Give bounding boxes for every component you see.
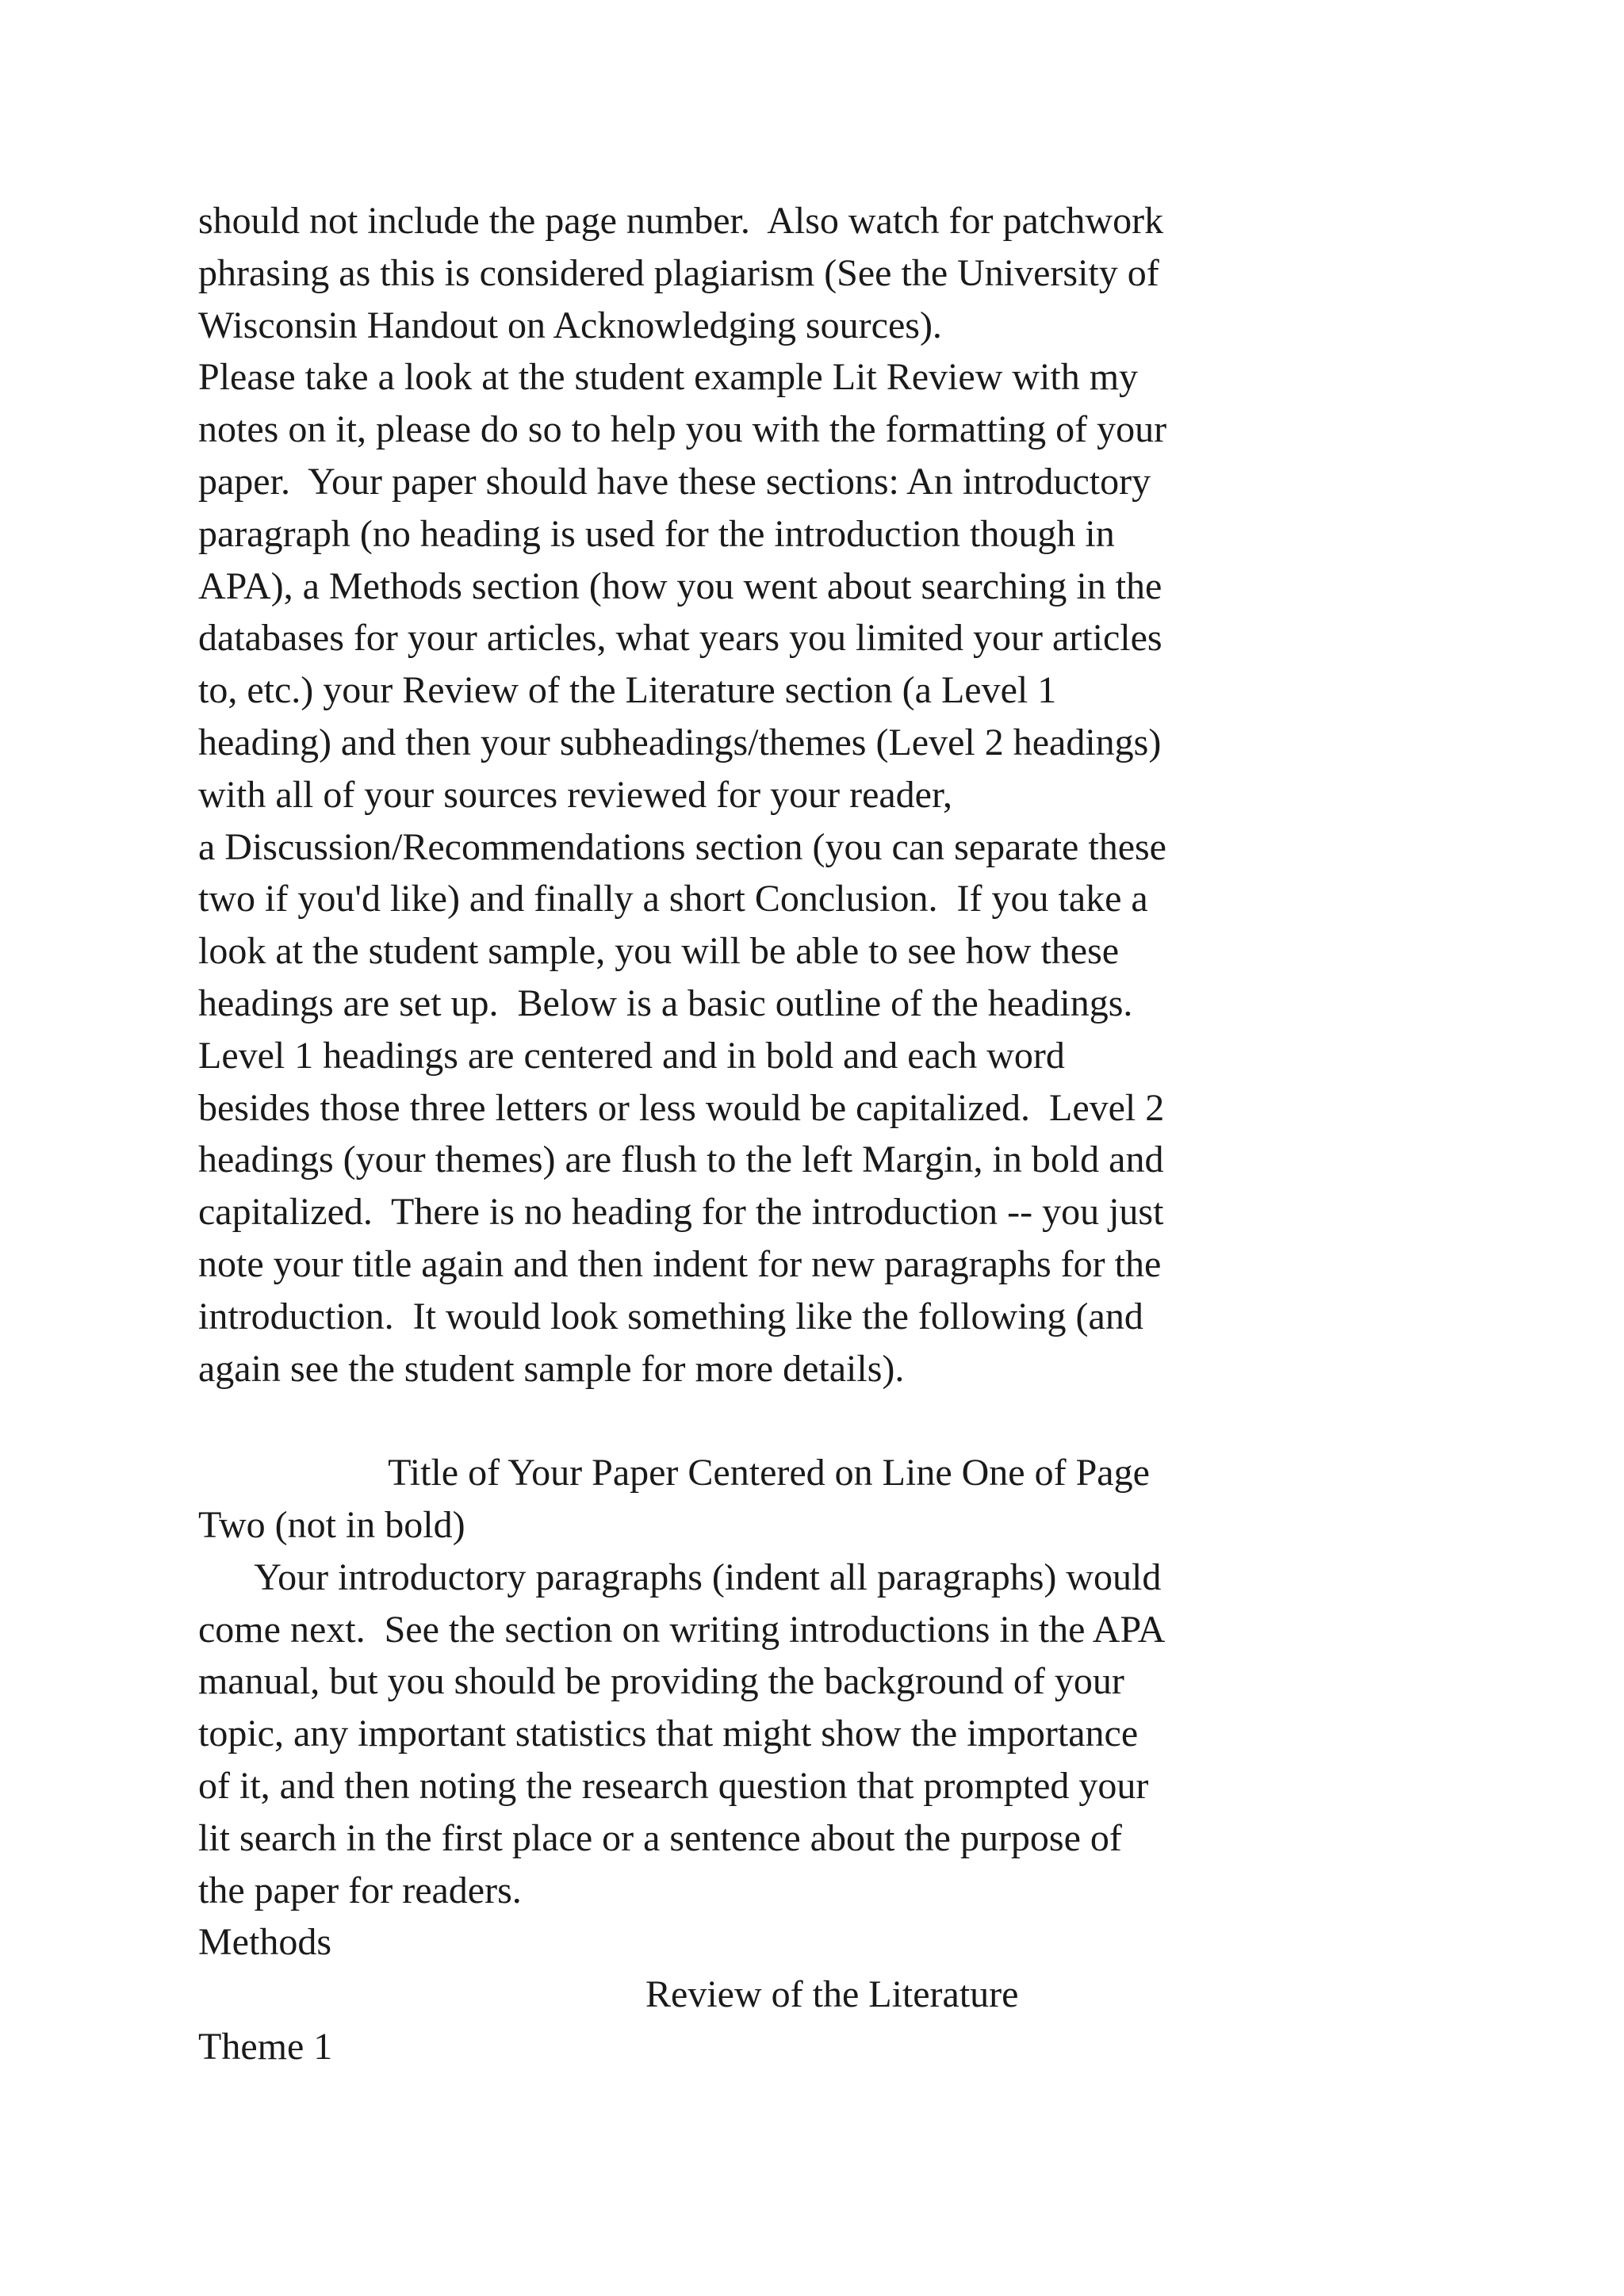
- text-line: capitalized. There is no heading for the introduction -- you just: [198, 1191, 1164, 1234]
- text-line: Level 1 headings are centered and in bold and each word: [198, 1034, 1065, 1077]
- methods-heading: Methods: [198, 1921, 331, 1964]
- text-line: databases for your articles, what years you limited your articles: [198, 617, 1162, 660]
- text-line: of it, and then noting the research question that prompted your: [198, 1764, 1149, 1807]
- text-line: paper. Your paper should have these sections: An introductory: [198, 460, 1151, 503]
- blank-line: [198, 1395, 1435, 1447]
- text-line: introduction. It would look something like the following (and: [198, 1295, 1143, 1337]
- text-line: besides those three letters or less would be capitalized. Level 2: [198, 1086, 1165, 1129]
- text-line: come next. See the section on writing introductions in the APA: [198, 1608, 1166, 1651]
- text-line: Your introductory paragraphs (indent all paragraphs) would: [198, 1556, 1162, 1598]
- text-line: Please take a look at the student example Lit Review with my: [198, 356, 1139, 399]
- text-line: paragraph (no heading is used for the introduction though in: [198, 512, 1115, 555]
- text-line: heading) and then your subheadings/themes (Level 2 headings): [198, 721, 1162, 763]
- text-line: the paper for readers.: [198, 1869, 522, 1911]
- text-line: to, etc.) your Review of the Literature section (a Level 1: [198, 669, 1057, 712]
- text-line: manual, but you should be providing the background of your: [198, 1660, 1124, 1703]
- text-line: two if you'd like) and finally a short Conclusion. If you take a: [198, 878, 1148, 920]
- text-line: again see the student sample for more details).: [198, 1347, 905, 1390]
- document-body: [198, 195, 1435, 2073]
- review-heading: Review of the Literature: [198, 1973, 1019, 2016]
- text-line: phrasing as this is considered plagiarism (See the University of: [198, 251, 1159, 294]
- text-line: APA), a Methods section (how you went about searching in the: [198, 564, 1162, 607]
- theme-heading: Theme 1: [198, 2025, 333, 2068]
- text-line: note your title again and then indent for new paragraphs for the: [198, 1242, 1162, 1285]
- text-line: look at the student sample, you will be able to see how these: [198, 930, 1120, 973]
- text-line: headings (your themes) are flush to the left Margin, in bold and: [198, 1138, 1164, 1181]
- paper-title-line: Title of Your Paper Centered on Line One of Page: [198, 1452, 1150, 1494]
- text-line: a Discussion/Recommendations section (you can separate these: [198, 825, 1166, 868]
- text-line: with all of your sources reviewed for your reader,: [198, 773, 953, 816]
- text-line: notes on it, please do so to help you with the formatting of your: [198, 408, 1167, 451]
- paper-title-line: Two (not in bold): [198, 1503, 465, 1546]
- text-line: should not include the page number. Also watch for patchwork: [198, 200, 1164, 242]
- text-line: Wisconsin Handout on Acknowledging sources).: [198, 304, 942, 346]
- text-line: lit search in the first place or a sentence about the purpose of: [198, 1816, 1122, 1859]
- text-line: topic, any important statistics that might show the importance: [198, 1712, 1139, 1755]
- text-line: headings are set up. Below is a basic outline of the headings.: [198, 982, 1133, 1024]
